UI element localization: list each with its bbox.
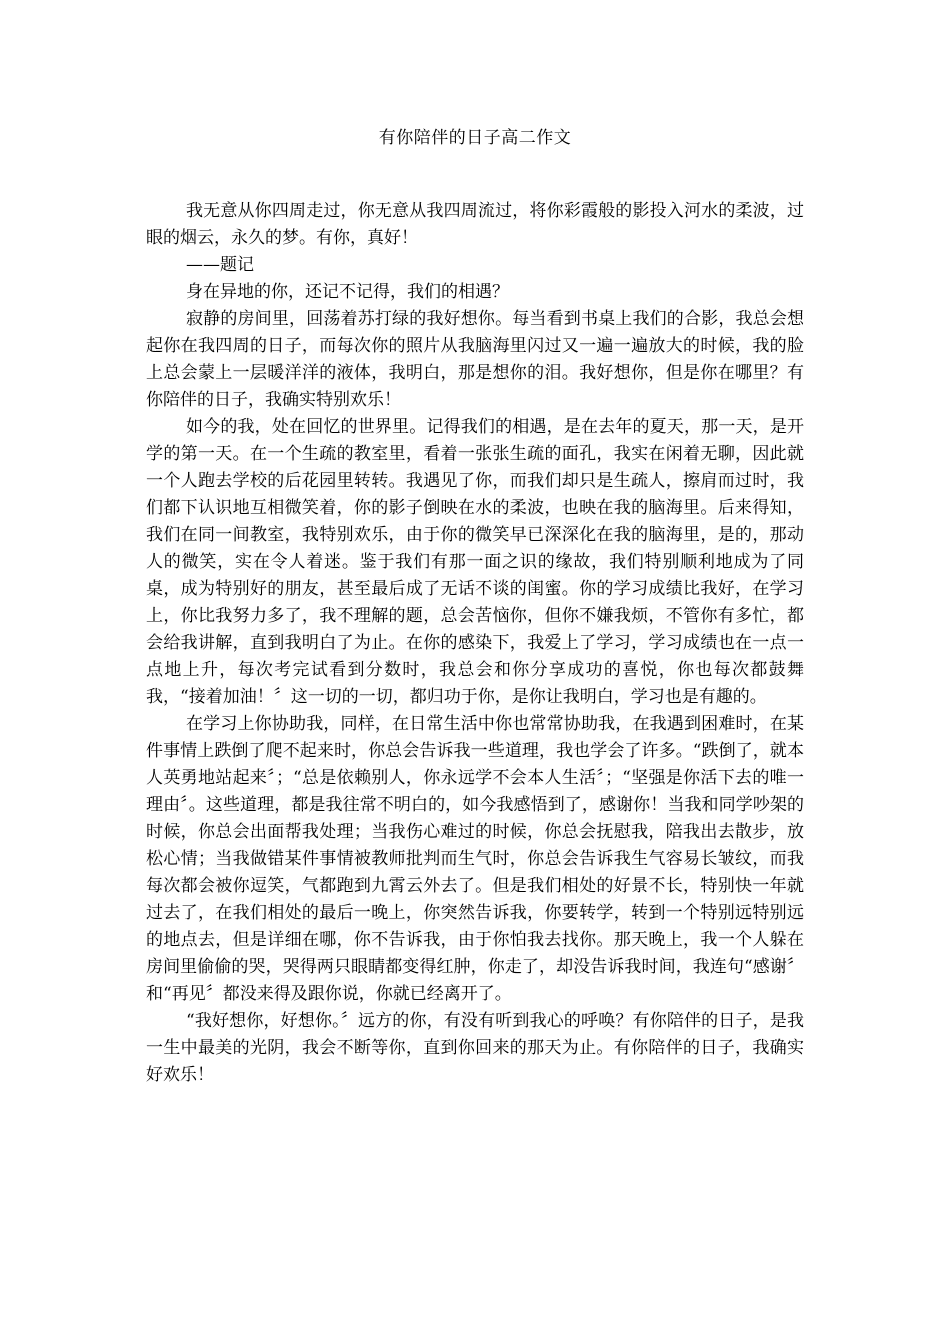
paragraph-epigraph: 我无意从你四周走过，你无意从我四周流过，将你彩霞般的影投入河水的柔波，过眼的烟云，永久的梦。有你，真好！ (146, 201, 804, 248)
paragraph-memory: 如今的我，处在回忆的世界里。记得我们的相遇，是在去年的夏天，那一天，是开学的第一天。在一个生疏的教室里，看着一张张生疏的面孔，我实在闲着无聊，因此就一个人跑去学校的后花园里转转。我遇见了你，而我们却只是生疏人，擦肩而过时，我们都下认识地互相微笑着，你的影子倒映在水的柔波，也映在我的脑海里。后来得知，我们在同一间教室，我特别欢乐，由于你的微笑早已深深化在我的脑海里，是的，那动人的微笑，实在令人着迷。鉴于我们有那一面之识的缘故，我们特别顺利地成为了同桌，成为特别好的朋友，甚至最后成了无话不谈的闺蜜。你的学习成绩比我好，在学习上，你比我努力多了，我不理解的题，总会苦恼你，但你不嫌我烦，不管你有多忙，都会给我讲解，直到我明白了为止。在你的感染下，我爱上了学习，学习成绩也在一点一点地上升，每次考完试看到分数时，我总会和你分享成功的喜悦，你也每次都鼓舞我，“接着加油！〞这一切的一切，都归功于你，是你让我明白，学习也是有趣的。 (146, 417, 804, 707)
paragraph-room: 寂静的房间里，回荡着苏打绿的我好想你。每当看到书桌上我们的合影，我总会想起你在我四周的日子，而每次你的照片从我脑海里闪过又一遍一遍放大的时候，我的脸上总会蒙上一层暖洋洋的液体，我明白，那是想你的泪。我好想你，但是你在哪里？有你陪伴的日子，我确实特别欢乐！ (146, 309, 804, 410)
paragraph-question: 身在异地的你，还记不记得，我们的相遇？ (186, 282, 509, 302)
document-title: 有你陪伴的日子高二作文 (378, 128, 572, 148)
paragraph-closing: “我好想你，好想你。〞远方的你，有没有听到我心的呼唤？有你陪伴的日子，是我一生中最美的光阴，我会不断等你，直到你回来的那天为止。有你陪伴的日子，我确实好欢乐！ (146, 1011, 804, 1085)
document-body (146, 198, 804, 1089)
paragraph-epigraph-attribution: ——题记 (186, 255, 254, 275)
paragraph-help: 在学习上你协助我，同样，在日常生活中你也常常协助我，在我遇到困难时，在某件事情上跌倒了爬不起来时，你总会告诉我一些道理，我也学会了许多。“跌倒了，就本人英勇地站起来〞；“总是依赖别人，你永远学不会本人生活〞；“坚强是你活下去的唯一理由〞。这些道理，都是我往常不明白的，如今我感悟到了，感谢你！当我和同学吵架的时候，你总会出面帮我处理；当我伤心难过的时候，你总会抚慰我，陪我出去散步，放松心情；当我做错某件事情被教师批判而生气时，你总会告诉我生气容易长皱纹，而我每次都会被你逗笑，气都跑到九霄云外去了。但是我们相处的好景不长，特别快一年就过去了，在我们相处的最后一晚上，你突然告诉我，你要转学，转到一个特别远特别远的地点去，但是详细在哪，你不告诉我，由于你怕我去找你。那天晚上，我一个人躲在房间里偷偷的哭，哭得两只眼睛都变得红肿，你走了，却没告诉我时间，我连句“感谢〞和“再见〞都没来得及跟你说，你就已经离开了。 (146, 714, 804, 1004)
